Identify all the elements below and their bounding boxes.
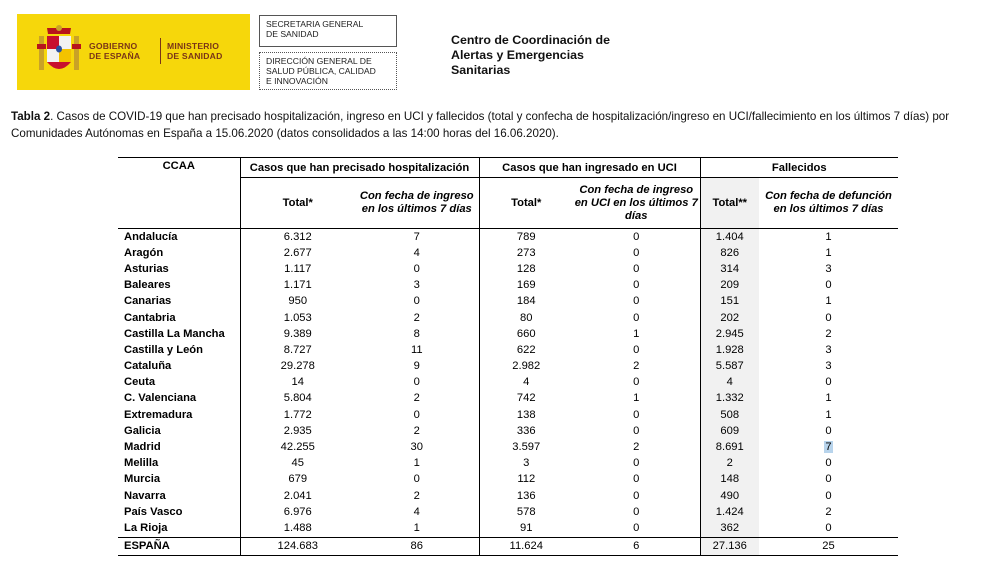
cell-ccaa: Castilla y León [124, 343, 203, 356]
cell-ccaa: Navarra [124, 489, 166, 502]
cell-fall-total: 490 [700, 488, 759, 504]
cell-ccaa: Canarias [124, 295, 172, 308]
cell-uci-total: 138 [479, 407, 573, 423]
cell-ccaa: Cantabria [124, 311, 176, 324]
cell-ccaa: Andalucía [124, 230, 178, 243]
cell-uci-total: 660 [479, 326, 573, 342]
cell-hosp-total: 42.255 [240, 439, 355, 455]
group-header-hosp: Casos que han precisado hospitalización [240, 158, 479, 178]
gov-label: GOBIERNO DE ESPAÑA [89, 41, 141, 61]
cell-hosp-7d: 4 [413, 246, 420, 259]
cell-fall-total: 151 [700, 294, 759, 310]
table-row [118, 456, 898, 472]
cell-hosp-7d: 2 [413, 489, 420, 502]
cell-hosp-total: 2.935 [240, 423, 355, 439]
cell-uci-7d: 0 [633, 279, 640, 292]
table-row [118, 439, 898, 455]
cell-fall-total: 1.332 [700, 391, 759, 407]
cell-fall-total: 8.691 [700, 439, 759, 455]
cell-uci-total: 128 [479, 261, 573, 277]
cell-hosp-total: 6.976 [240, 504, 355, 520]
cell-ccaa: Madrid [124, 441, 161, 454]
cell-fall-7d: 0 [825, 279, 832, 292]
cell-ccaa: País Vasco [124, 505, 183, 518]
cell-uci-7d: 0 [633, 262, 640, 275]
cell-uci-7d: 0 [633, 473, 640, 486]
cell-fall-7d: 1 [825, 408, 832, 421]
cell-ccaa: Baleares [124, 279, 171, 292]
cell-uci-7d: 0 [633, 230, 640, 243]
col-header-fall-total: Total** [700, 178, 759, 229]
cell-hosp-total: 1.117 [240, 261, 355, 277]
cell-hosp-7d: 2 [413, 311, 420, 324]
col-header-ccaa: CCAA [162, 159, 195, 172]
table-row [118, 261, 898, 277]
cell-uci-total: 273 [479, 245, 573, 261]
cell-fall-7d: 2 [825, 505, 832, 518]
group-header-uci: Casos que han ingresado en UCI [479, 158, 700, 178]
cell-ccaa: Castilla La Mancha [124, 327, 225, 340]
cell-uci-7d: 0 [633, 424, 640, 437]
cell-ccaa: Asturias [124, 262, 169, 275]
cell-fall-7d: 0 [825, 473, 832, 486]
cell-uci-total: 742 [479, 391, 573, 407]
cell-hosp-7d: 8 [413, 327, 420, 340]
cell-ccaa: Aragón [124, 246, 164, 259]
cell-uci-7d: 0 [633, 505, 640, 518]
cell-fall-7d: 3 [825, 343, 832, 356]
cell-fall-total: 508 [700, 407, 759, 423]
cell-hosp-7d: 0 [413, 473, 420, 486]
cell-uci-7d: 0 [633, 295, 640, 308]
cell-fall-total: 1.424 [700, 504, 759, 520]
cell-uci-total: 3.597 [479, 439, 573, 455]
cell-uci-total: 578 [479, 504, 573, 520]
cell-hosp-total: 45 [240, 456, 355, 472]
cell-fall-7d: 0 [825, 489, 832, 502]
cell-hosp-total: 1.053 [240, 310, 355, 326]
cell-fall-total: 209 [700, 278, 759, 294]
cell-hosp-7d: 2 [413, 392, 420, 405]
cell-ccaa: La Rioja [124, 521, 168, 534]
table-row [118, 245, 898, 261]
table-row [118, 326, 898, 342]
total-fall-total: 27.136 [700, 537, 759, 555]
cell-fall-total: 5.587 [700, 359, 759, 375]
caption-text: . Casos de COVID-19 que han precisado hospitalización, ingreso en UCI y fallecidos (total y confecha de hospitalización/ingreso en UCI/fallecimiento en los últimos 7 días) por Comunidades Autónomas en España a 15.06.2020 (datos consolidados a las 14:00 horas del 16.06.2020). [11, 110, 950, 140]
cell-fall-total: 362 [700, 520, 759, 537]
cell-uci-total: 3 [479, 456, 573, 472]
logo-divider [160, 38, 161, 64]
cell-fall-7d: 0 [825, 424, 832, 437]
cell-uci-total: 622 [479, 342, 573, 358]
cell-hosp-7d: 0 [413, 376, 420, 389]
cell-uci-total: 91 [479, 520, 573, 537]
cell-uci-7d: 2 [633, 360, 640, 373]
cell-hosp-7d: 1 [413, 521, 420, 534]
cell-hosp-7d: 30 [410, 441, 423, 454]
cell-fall-7d: 2 [825, 327, 832, 340]
total-uci-total: 11.624 [479, 537, 573, 555]
cell-fall-7d: 0 [825, 311, 832, 324]
cell-ccaa: Cataluña [124, 360, 172, 373]
table-caption [11, 108, 996, 142]
cell-uci-7d: 0 [633, 408, 640, 421]
selected-text-highlight: 7 [825, 441, 832, 454]
cell-hosp-total: 1.488 [240, 520, 355, 537]
col-header-hosp-total: Total* [240, 178, 355, 229]
cell-uci-total: 2.982 [479, 359, 573, 375]
cell-hosp-total: 29.278 [240, 359, 355, 375]
cell-hosp-total: 2.041 [240, 488, 355, 504]
cell-fall-7d: 1 [825, 392, 832, 405]
cell-ccaa: Melilla [124, 457, 159, 470]
cell-fall-7d: 1 [825, 246, 832, 259]
cell-fall-7d [759, 439, 898, 455]
direccion-box: DIRECCIÓN GENERAL DE SALUD PÚBLICA, CALIDAD E INNOVACIÓN [259, 52, 397, 90]
cell-uci-total: 789 [479, 229, 573, 246]
cell-fall-total: 314 [700, 261, 759, 277]
cell-hosp-7d: 2 [413, 424, 420, 437]
table-row [118, 278, 898, 294]
table-row [118, 407, 898, 423]
cell-hosp-7d: 0 [413, 262, 420, 275]
cell-ccaa: Murcia [124, 473, 161, 486]
cell-hosp-total: 6.312 [240, 229, 355, 246]
cell-fall-7d: 3 [825, 262, 832, 275]
cell-uci-7d: 0 [633, 489, 640, 502]
cell-hosp-7d: 1 [413, 457, 420, 470]
cell-hosp-total: 8.727 [240, 342, 355, 358]
cell-uci-total: 4 [479, 375, 573, 391]
cell-fall-total: 609 [700, 423, 759, 439]
cell-ccaa: Ceuta [124, 376, 156, 389]
total-fall-7d: 25 [759, 537, 898, 555]
cell-uci-7d: 1 [633, 392, 640, 405]
cell-fall-total: 2 [700, 456, 759, 472]
cell-hosp-7d: 9 [413, 360, 420, 373]
cell-uci-7d: 0 [633, 343, 640, 356]
center-title: Centro de Coordinación de Alertas y Emergencias Sanitarias [451, 33, 611, 77]
table-row [118, 310, 898, 326]
total-hosp-total: 124.683 [240, 537, 355, 555]
cell-fall-7d: 1 [825, 230, 832, 243]
secretaria-box: SECRETARIA GENERAL DE SANIDAD [259, 15, 397, 47]
cell-fall-total: 826 [700, 245, 759, 261]
table-row [118, 488, 898, 504]
group-header-fallecidos: Fallecidos [700, 158, 898, 178]
table-row [118, 520, 898, 537]
cell-hosp-7d: 0 [413, 295, 420, 308]
cell-hosp-7d: 11 [410, 343, 423, 356]
cell-uci-total: 80 [479, 310, 573, 326]
cell-fall-total: 4 [700, 375, 759, 391]
total-hosp-7d: 86 [355, 537, 479, 555]
cell-hosp-total: 1.171 [240, 278, 355, 294]
cell-uci-7d: 0 [633, 311, 640, 324]
table-row [118, 504, 898, 520]
cell-fall-7d: 0 [825, 521, 832, 534]
cell-hosp-total: 5.804 [240, 391, 355, 407]
ministry-label: MINISTERIO DE SANIDAD [167, 41, 223, 61]
table-row [118, 342, 898, 358]
cell-fall-7d: 1 [825, 295, 832, 308]
cell-fall-total: 202 [700, 310, 759, 326]
cell-uci-7d: 0 [633, 457, 640, 470]
caption-label: Tabla 2 [11, 110, 51, 123]
cell-fall-7d: 0 [825, 376, 832, 389]
cell-uci-total: 336 [479, 423, 573, 439]
cell-uci-7d: 1 [633, 327, 640, 340]
cell-uci-7d: 0 [633, 521, 640, 534]
table-row [118, 229, 898, 246]
cell-uci-total: 136 [479, 488, 573, 504]
total-uci-7d: 6 [573, 537, 700, 555]
cell-uci-7d: 0 [633, 246, 640, 259]
table-row [118, 375, 898, 391]
cell-hosp-total: 1.772 [240, 407, 355, 423]
col-header-uci-total: Total* [479, 178, 573, 229]
col-header-fall-7d: Con fecha de defunción en los últimos 7 días [765, 190, 892, 215]
government-logo-banner [17, 14, 250, 90]
cell-uci-7d: 2 [633, 441, 640, 454]
cell-hosp-7d: 7 [413, 230, 420, 243]
table-row [118, 294, 898, 310]
coat-of-arms-icon [37, 24, 81, 80]
cell-ccaa: C. Valenciana [124, 392, 197, 405]
data-table [118, 157, 898, 556]
table-row [118, 472, 898, 488]
cell-fall-total: 1.928 [700, 342, 759, 358]
cell-uci-7d: 0 [633, 376, 640, 389]
col-header-hosp-7d: Con fecha de ingreso en los últimos 7 días [359, 190, 474, 215]
total-ccaa: ESPAÑA [118, 537, 240, 555]
cell-ccaa: Galicia [124, 424, 161, 437]
cell-hosp-total: 950 [240, 294, 355, 310]
col-header-uci-7d: Con fecha de ingreso en UCI en los últimos 7 días [574, 183, 698, 222]
cell-fall-7d: 0 [825, 457, 832, 470]
table-row [118, 359, 898, 375]
cell-hosp-total: 679 [240, 472, 355, 488]
table-row [118, 391, 898, 407]
cell-ccaa: Extremadura [124, 408, 193, 421]
cell-fall-total: 148 [700, 472, 759, 488]
cell-hosp-7d: 0 [413, 408, 420, 421]
cell-fall-total: 2.945 [700, 326, 759, 342]
table-total-row [118, 537, 898, 555]
cell-uci-total: 184 [479, 294, 573, 310]
cell-hosp-total: 2.677 [240, 245, 355, 261]
cell-uci-total: 112 [479, 472, 573, 488]
cell-hosp-7d: 4 [413, 505, 420, 518]
cell-fall-7d: 3 [825, 360, 832, 373]
cell-hosp-7d: 3 [413, 279, 420, 292]
cell-hosp-total: 9.389 [240, 326, 355, 342]
cell-hosp-total: 14 [240, 375, 355, 391]
cell-uci-total: 169 [479, 278, 573, 294]
cell-fall-total: 1.404 [700, 229, 759, 246]
table-row [118, 423, 898, 439]
